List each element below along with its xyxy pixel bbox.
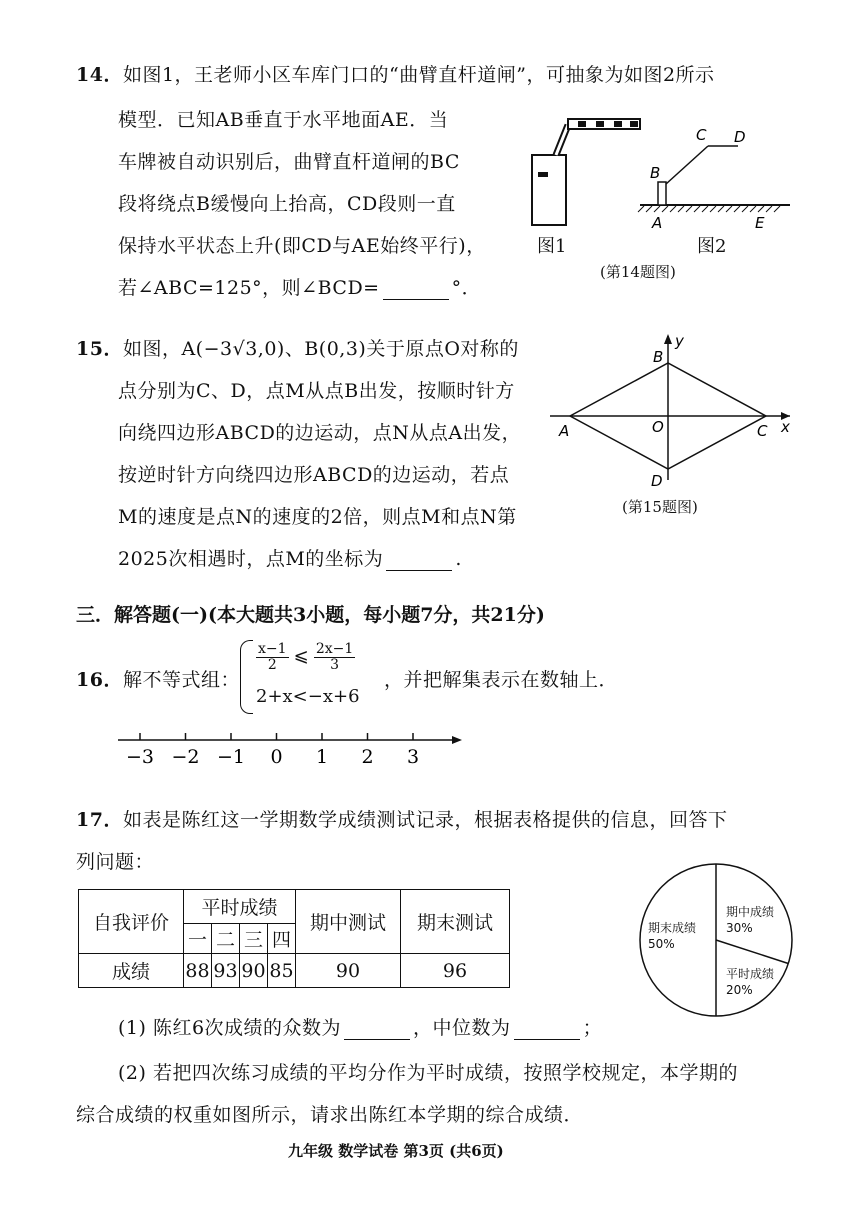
usual-score: 90 (240, 954, 268, 988)
q14-number: 14． (76, 64, 123, 86)
point-a-label: A (559, 422, 570, 440)
q17-score-table (78, 889, 510, 988)
q17-number: 17． (76, 809, 123, 831)
point-c-label: C (696, 126, 707, 144)
system-brace (240, 640, 253, 714)
q14-line3: 车牌被自动识别后，曲臂直杆道闸的BC (118, 151, 460, 173)
point-c-label: C (757, 422, 768, 440)
number-line-ticks (126, 733, 419, 768)
pie-label-final: 期末成绩 (648, 921, 697, 935)
pie-label-midterm: 期中成绩 (726, 905, 775, 919)
q16-number-line (110, 730, 470, 775)
post-ab (658, 182, 666, 205)
number-line-arrow (452, 736, 462, 744)
q16-suffix: ，并把解集表示在数轴上． (384, 669, 619, 691)
point-e-label: E (755, 214, 765, 232)
ground-hatch (638, 206, 780, 212)
usual-score: 88 (184, 954, 212, 988)
y-axis-arrow (664, 334, 672, 344)
q14-line1: 14．如图1，王老师小区车库门口的“曲臂直杆道闸”，可抽象为如图2所示 (76, 64, 715, 86)
pie-label-usual: 平时成绩 (726, 967, 775, 981)
q17-weight-pie (636, 860, 796, 1020)
gate-slot (538, 172, 548, 177)
q14-line2: 模型．已知AB垂直于水平地面AE．当 (118, 109, 449, 131)
q14-fig2-label: 图2 (697, 236, 727, 257)
header-self-eval: 自我评价 (79, 890, 184, 954)
number-line-label: 2 (361, 746, 374, 768)
number-line-label: 0 (270, 746, 283, 768)
section3-title: 三．解答题(一)(本大题共3小题，每小题7分，共21分) (76, 604, 545, 626)
final-score: 96 (401, 954, 510, 988)
q14-line5: 保持水平状态上升(即CD与AE始终平行)， (118, 235, 486, 257)
header-final: 期末测试 (401, 890, 510, 954)
q17-part2-line2: 综合成绩的权重如图所示，请求出陈红本学期的综合成绩． (76, 1104, 584, 1126)
q15-line3: 向绕四边形ABCD的边运动，点N从点A出发， (118, 422, 522, 444)
number-line-label: −1 (216, 746, 246, 768)
number-line-label: −2 (171, 746, 200, 768)
q15-line4: 按逆时针方向绕四边形ABCD的边运动，若点 (118, 464, 510, 486)
q17-part2-line1: (2) 若把四次练习成绩的平均分作为平时成绩，按照学校规定，本学期的 (118, 1062, 738, 1084)
q14-caption: (第14题图) (600, 263, 676, 281)
q14-line6: 若∠ABC=125°，则∠BCD= °． (118, 277, 482, 299)
pie-percent-midterm: 30% (726, 921, 753, 935)
q15-number: 15． (76, 338, 123, 360)
q16-inequality2: 2+x<−x+6 (256, 686, 360, 707)
sub-header: 一 (184, 924, 212, 954)
q17-line2: 列问题： (76, 851, 155, 873)
header-midterm: 期中测试 (296, 890, 401, 954)
y-axis-label: y (675, 332, 684, 350)
q16-number: 16． (76, 669, 123, 691)
point-b-label: B (650, 164, 661, 182)
q15-line2: 点分别为C、D，点M从点B出发，按顺时针方 (118, 380, 515, 402)
q17-line1: 17．如表是陈红这一学期数学成绩测试记录，根据表格提供的信息，回答下 (76, 809, 728, 831)
q14-answer-blank[interactable] (383, 281, 449, 300)
q14-fig1-label: 图1 (537, 236, 567, 257)
q15-caption: (第15题图) (622, 498, 698, 516)
q15-answer-blank[interactable] (386, 552, 452, 571)
q14-line4: 段将绕点B缓慢向上抬高，CD段则一直 (118, 193, 456, 215)
page-footer: 九年级 数学试卷 第3页 (共6页) (288, 1142, 504, 1160)
q15-line1: 15．如图，A(−3√3,0)、B(0,3)关于原点O对称的 (76, 338, 519, 360)
q14-figure2 (630, 120, 800, 235)
gate-post (532, 155, 566, 225)
header-usual: 平时成绩 (184, 890, 296, 924)
segment-bc (666, 146, 708, 184)
pie-percent-usual: 20% (726, 983, 753, 997)
q15-line6: 2025次相遇时，点M的坐标为 . (118, 548, 462, 570)
point-d-label: D (734, 128, 746, 146)
q17-part1: (1) 陈红6次成绩的众数为 ，中位数为 ； (118, 1017, 603, 1039)
q16-line: 16．解不等式组： (76, 669, 240, 691)
number-line-label: 1 (315, 746, 329, 768)
x-axis-label: x (781, 418, 790, 436)
point-d-label: D (651, 472, 663, 490)
pie-percent-final: 50% (648, 937, 675, 951)
sub-header: 二 (212, 924, 240, 954)
number-line-label: 3 (406, 746, 420, 768)
usual-score: 93 (212, 954, 240, 988)
q15-line5: M的速度是点N的速度的2倍，则点M和点N第 (118, 506, 517, 528)
q17-median-blank[interactable] (514, 1021, 580, 1040)
midterm-score: 90 (296, 954, 401, 988)
point-a-label: A (652, 214, 663, 232)
sub-header: 四 (268, 924, 296, 954)
usual-score: 85 (268, 954, 296, 988)
point-b-label: B (653, 348, 664, 366)
q16-inequality1: $\frac{x-1}{2}$ ⩽ $\frac{2x-1}{3}$ (258, 641, 354, 673)
q15-figure (545, 330, 800, 495)
q17-mode-blank[interactable] (344, 1021, 410, 1040)
row-label-score: 成绩 (79, 954, 184, 988)
origin-label: O (652, 418, 664, 436)
sub-header: 三 (240, 924, 268, 954)
number-line-label: −3 (125, 746, 155, 768)
